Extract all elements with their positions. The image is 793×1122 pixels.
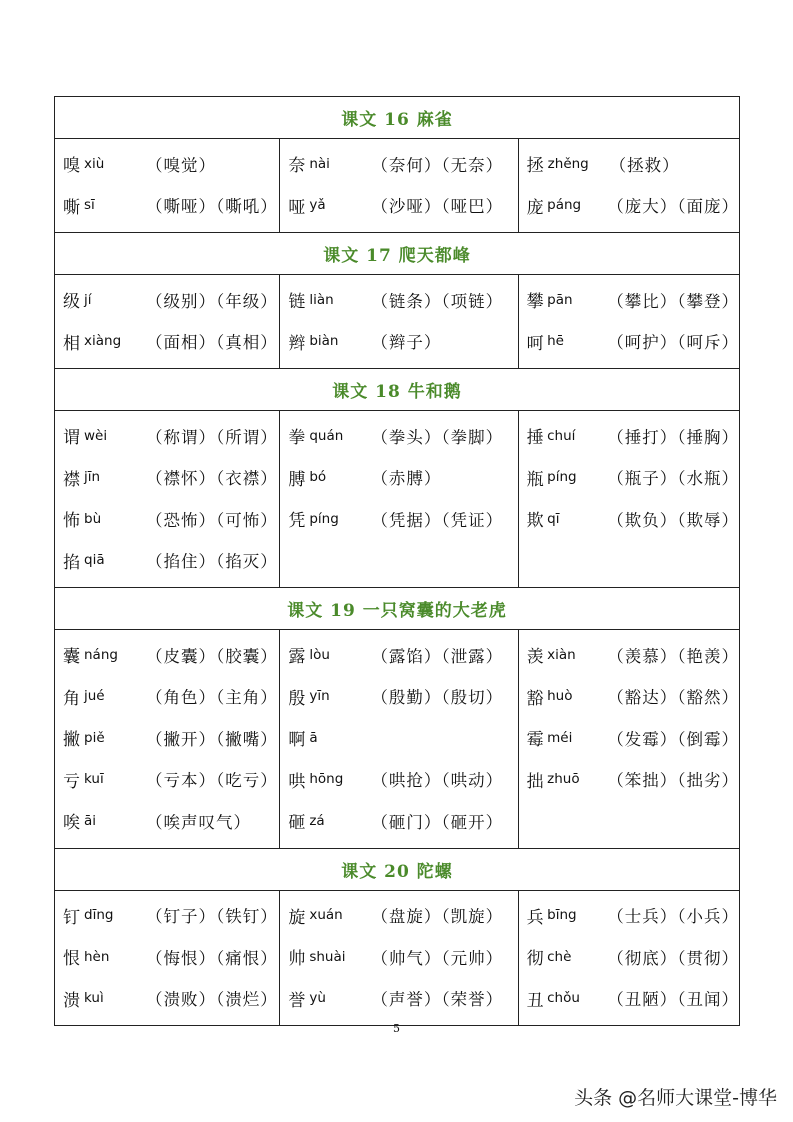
character: 嘶	[63, 197, 80, 218]
word-phrases: （捶打）（捶胸）	[607, 427, 739, 447]
word-column	[518, 411, 739, 588]
section-title-cell	[55, 848, 740, 890]
word-column	[518, 890, 739, 1026]
word-phrases: （嗅觉）	[146, 155, 216, 175]
word-entry	[527, 634, 739, 676]
word-entry	[527, 717, 739, 759]
pinyin: āi	[84, 812, 97, 829]
word-phrases: （亏本）（吃亏）	[146, 771, 278, 791]
pinyin: nài	[309, 155, 330, 172]
pinyin: xiàn	[547, 646, 576, 663]
pinyin: náng	[84, 646, 118, 663]
word-phrases: （凭据）（凭证）	[371, 510, 504, 530]
word-entry	[63, 717, 279, 759]
character: 拙	[526, 771, 544, 792]
word-entry	[288, 498, 517, 540]
word-entry	[288, 279, 517, 321]
section-title: 课文 19 一只窝囊的大老虎	[287, 601, 507, 621]
pinyin: píng	[309, 510, 339, 527]
word-entry	[288, 415, 517, 457]
word-entry	[63, 143, 279, 185]
character: 恨	[63, 949, 80, 970]
word-phrases: （豁达）（豁然）	[607, 688, 739, 708]
pinyin: píng	[547, 469, 577, 486]
pinyin: chǒu	[547, 990, 580, 1007]
word-entry	[63, 936, 279, 978]
pinyin: qiā	[84, 552, 105, 569]
pinyin: kuì	[84, 990, 104, 1007]
word-column	[518, 275, 739, 369]
word-column	[518, 139, 739, 233]
word-entry	[288, 143, 517, 185]
character: 彻	[526, 949, 544, 970]
word-column	[280, 630, 518, 849]
pinyin: liàn	[309, 291, 334, 308]
word-column	[55, 275, 280, 369]
word-entry	[527, 978, 739, 1020]
word-entry	[527, 279, 739, 321]
word-phrases: （盘旋）（凯旋）	[371, 907, 504, 927]
section-title: 课文 17 爬天都峰	[323, 246, 471, 266]
word-entry	[527, 759, 739, 801]
pinyin: jīn	[84, 469, 101, 486]
word-column	[518, 630, 739, 849]
word-phrases: （恐怖）（可怖）	[146, 510, 278, 530]
word-entry	[63, 321, 279, 363]
word-phrases: （钉子）（铁钉）	[146, 907, 278, 927]
word-phrases: （嘶哑）（嘶吼）	[146, 197, 278, 217]
word-phrases: （沙哑）（哑巴）	[371, 197, 504, 217]
word-entry	[63, 759, 279, 801]
pinyin: zhuō	[547, 771, 580, 788]
pinyin: xiàng	[84, 333, 122, 350]
word-entry	[288, 800, 517, 842]
word-column	[55, 630, 280, 849]
word-phrases: （掐住）（掐灭）	[146, 552, 278, 572]
word-phrases: （拯救）	[609, 155, 680, 175]
word-phrases: （砸门）（砸开）	[371, 812, 504, 832]
word-entry	[527, 895, 739, 937]
word-entry	[288, 717, 517, 759]
word-phrases: （角色）（主角）	[146, 688, 278, 708]
word-entry	[288, 321, 517, 363]
word-entry	[527, 415, 739, 457]
word-column	[280, 139, 518, 233]
character: 拯	[526, 156, 544, 177]
word-phrases: （面相）（真相）	[146, 333, 278, 353]
word-entry	[63, 676, 279, 718]
character: 呵	[526, 333, 544, 354]
word-phrases: （拳头）（拳脚）	[371, 427, 504, 447]
section-title-cell	[55, 233, 740, 275]
word-phrases: （丑陋）（丑闻）	[607, 990, 739, 1010]
pinyin: biàn	[309, 333, 339, 350]
word-entry	[527, 185, 739, 227]
character: 羡	[526, 647, 544, 668]
word-entry	[527, 457, 739, 499]
character: 溃	[63, 990, 80, 1011]
character: 哄	[288, 771, 306, 792]
character: 哑	[288, 197, 306, 218]
pinyin: yù	[309, 990, 326, 1007]
section-title-cell	[55, 369, 740, 411]
character: 撇	[63, 730, 80, 751]
character: 啊	[288, 730, 306, 751]
pinyin: zhěng	[547, 155, 589, 172]
word-phrases: （帅气）（元帅）	[371, 948, 504, 968]
pinyin: bù	[84, 510, 102, 527]
word-entry	[527, 676, 739, 718]
word-column	[280, 275, 518, 369]
pinyin: bó	[309, 469, 327, 486]
word-entry	[527, 321, 739, 363]
word-entry	[527, 143, 739, 185]
pinyin: dīng	[84, 907, 114, 924]
word-entry	[288, 185, 517, 227]
character: 链	[288, 292, 306, 313]
pinyin: qī	[547, 510, 560, 527]
word-phrases: （称谓）（所谓）	[146, 427, 278, 447]
word-phrases: （唉声叹气）	[146, 812, 251, 832]
word-phrases: （辫子）	[371, 333, 442, 353]
character: 嗅	[63, 156, 80, 177]
character: 攀	[526, 292, 544, 313]
word-phrases: （彻底）（贯彻）	[607, 948, 739, 968]
pinyin: jué	[84, 688, 105, 705]
word-entry	[63, 800, 279, 842]
character: 奈	[288, 156, 306, 177]
character: 帅	[288, 949, 306, 970]
word-phrases: （发霉）（倒霉）	[607, 729, 739, 749]
pinyin: hē	[547, 333, 564, 350]
character: 亏	[63, 771, 80, 792]
character: 囊	[63, 647, 80, 668]
word-column	[55, 411, 280, 588]
character: 怖	[63, 511, 80, 532]
character: 拳	[288, 428, 306, 449]
character: 相	[63, 333, 80, 354]
word-entry	[527, 498, 739, 540]
pinyin: bīng	[547, 907, 577, 924]
pinyin: sī	[84, 197, 95, 214]
word-entry	[63, 279, 279, 321]
character: 辫	[288, 333, 306, 354]
word-phrases: （士兵）（小兵）	[607, 907, 739, 927]
word-phrases: （皮囊）（胶囊）	[146, 646, 278, 666]
word-column	[280, 890, 518, 1026]
word-phrases: （呵护）（呵斥）	[607, 333, 739, 353]
word-phrases: （声誉）（荣誉）	[371, 990, 504, 1010]
word-phrases: （奈何）（无奈）	[371, 155, 504, 175]
word-phrases: （襟怀）（衣襟）	[146, 469, 278, 489]
character: 欺	[526, 511, 544, 532]
character: 丑	[526, 990, 544, 1011]
word-phrases: （庞大）（面庞）	[607, 197, 739, 217]
pinyin: ā	[309, 729, 318, 746]
pinyin: chè	[547, 948, 572, 965]
section-title: 课文 20 陀螺	[341, 861, 453, 882]
character: 霉	[526, 730, 544, 751]
word-phrases: （露馅）（泄露）	[371, 646, 504, 666]
word-entry	[63, 540, 279, 582]
character: 膊	[288, 469, 306, 490]
pinyin: yǎ	[309, 197, 326, 214]
character: 砸	[288, 813, 306, 834]
word-phrases: （笨拙）（拙劣）	[607, 771, 739, 791]
section-title: 课文 18 牛和鹅	[332, 382, 462, 402]
character: 襟	[63, 469, 80, 490]
pinyin: pān	[547, 291, 573, 308]
word-entry	[527, 936, 739, 978]
section-title-cell	[55, 97, 740, 139]
character: 级	[63, 292, 80, 313]
character: 谓	[63, 428, 80, 449]
pinyin: yīn	[309, 688, 330, 705]
word-phrases: （欺负）（欺辱）	[607, 510, 739, 530]
pinyin: shuài	[309, 948, 346, 965]
character: 角	[63, 688, 80, 709]
page-number: 5	[393, 1022, 400, 1035]
character: 掐	[63, 552, 80, 573]
word-phrases: （瓶子）（水瓶）	[607, 469, 739, 489]
word-column	[55, 890, 280, 1026]
pinyin: páng	[547, 197, 582, 214]
pinyin: méi	[547, 729, 573, 746]
character: 誉	[288, 990, 306, 1011]
word-phrases: （链条）（项链）	[371, 291, 504, 311]
pinyin: kuī	[84, 771, 104, 788]
pinyin: hèn	[84, 948, 110, 965]
character: 豁	[526, 688, 544, 709]
word-phrases: （攀比）（攀登）	[607, 291, 739, 311]
word-entry	[288, 759, 517, 801]
section-title-cell	[55, 588, 740, 630]
pinyin: xuán	[309, 907, 343, 924]
word-entry	[288, 676, 517, 718]
character: 庞	[526, 197, 544, 218]
vocabulary-table	[54, 96, 740, 1026]
word-entry	[288, 457, 517, 499]
word-phrases: （殷勤）（殷切）	[371, 688, 504, 708]
word-entry	[63, 895, 279, 937]
pinyin: lòu	[309, 646, 330, 663]
watermark: 头条 @名师大课堂-博华	[574, 1087, 777, 1109]
character: 凭	[288, 511, 306, 532]
pinyin: wèi	[84, 427, 108, 444]
character: 捶	[526, 428, 544, 449]
word-entry	[63, 457, 279, 499]
pinyin: hōng	[309, 771, 344, 788]
word-entry	[63, 415, 279, 457]
pinyin: quán	[309, 427, 344, 444]
word-phrases: （撇开）（撇嘴）	[146, 729, 278, 749]
character: 露	[288, 647, 306, 668]
word-phrases: （悔恨）（痛恨）	[146, 948, 278, 968]
section-title: 课文 16 麻雀	[341, 110, 453, 130]
pinyin: chuí	[547, 427, 576, 444]
word-entry	[288, 895, 517, 937]
character: 旋	[288, 907, 306, 928]
word-entry	[288, 936, 517, 978]
pinyin: huò	[547, 688, 573, 705]
character: 瓶	[526, 469, 544, 490]
character: 唉	[63, 813, 80, 834]
character: 钉	[63, 907, 80, 928]
pinyin: zá	[309, 812, 325, 829]
character: 兵	[526, 907, 544, 928]
word-phrases: （羡慕）（艳羡）	[607, 646, 739, 666]
word-entry	[63, 634, 279, 676]
word-entry	[288, 634, 517, 676]
pinyin: piě	[84, 729, 105, 746]
word-phrases: （哄抢）（哄动）	[371, 771, 504, 791]
word-entry	[63, 978, 279, 1020]
pinyin: jí	[84, 291, 92, 308]
word-phrases: （赤膊）	[371, 469, 442, 489]
word-column	[55, 139, 280, 233]
word-entry	[63, 498, 279, 540]
word-phrases: （溃败）（溃烂）	[146, 990, 278, 1010]
word-column	[280, 411, 518, 588]
pinyin: xiù	[84, 155, 105, 172]
word-entry	[63, 185, 279, 227]
character: 殷	[288, 688, 306, 709]
word-entry	[288, 978, 517, 1020]
word-phrases: （级别）（年级）	[146, 291, 278, 311]
